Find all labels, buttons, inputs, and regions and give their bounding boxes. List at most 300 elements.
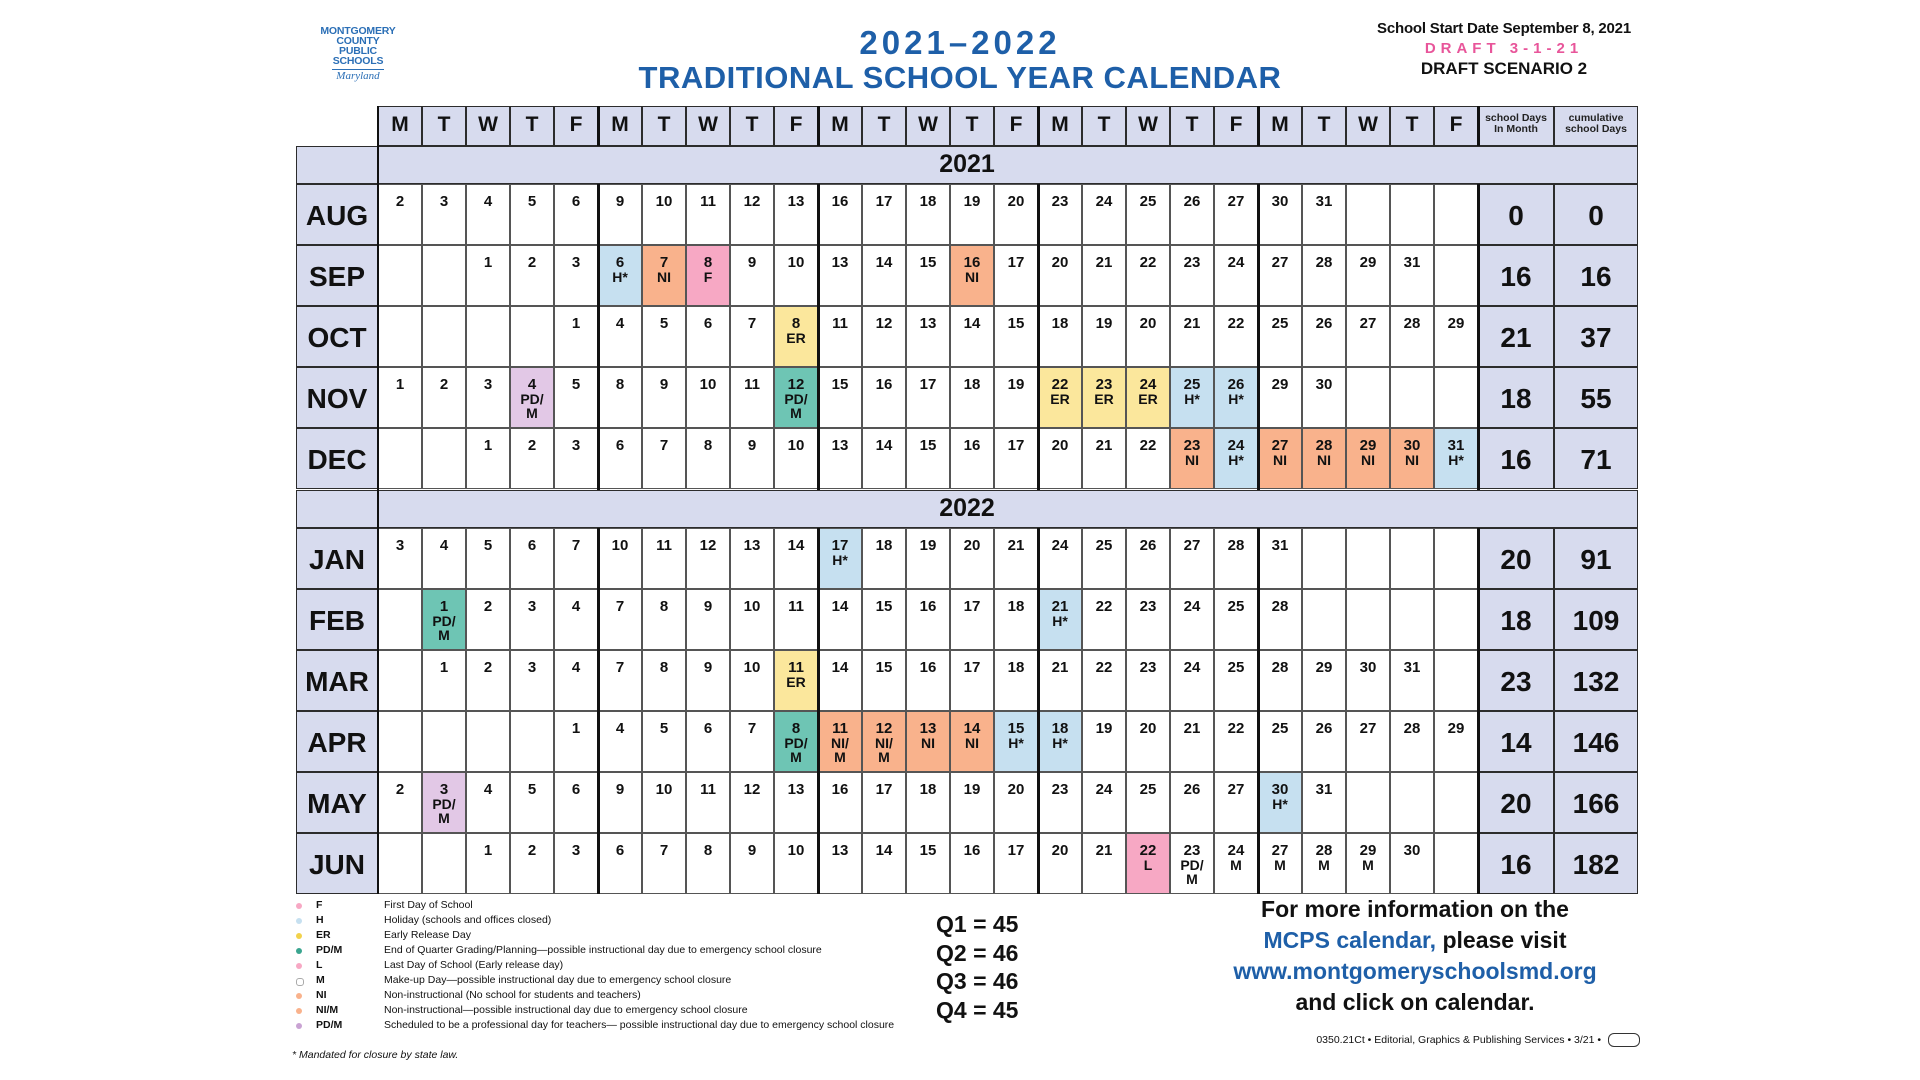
day-number: 2 xyxy=(527,254,537,271)
legend-text: Early Release Day xyxy=(384,929,471,941)
legend-item xyxy=(292,958,932,973)
day-number: 19 xyxy=(919,537,937,554)
quarter-q2: Q2 = 46 xyxy=(936,939,1019,966)
day-number: 16 xyxy=(963,254,981,271)
day-number: 17 xyxy=(1007,437,1025,454)
day-cell xyxy=(510,833,554,894)
day-number: 7 xyxy=(615,598,625,615)
day-number: 30 xyxy=(1359,659,1377,676)
legend-code: NI xyxy=(316,989,327,1001)
day-cell xyxy=(554,367,598,428)
day-cell xyxy=(510,184,554,245)
day-number: 19 xyxy=(1007,376,1025,393)
day-cell xyxy=(1258,589,1302,650)
day-cell xyxy=(1434,650,1478,711)
day-number: 10 xyxy=(743,659,761,676)
day-number: 25 xyxy=(1095,537,1113,554)
day-number: 28 xyxy=(1271,659,1289,676)
day-number: 4 xyxy=(483,781,493,798)
day-cell xyxy=(1434,245,1478,306)
day-cell xyxy=(686,367,730,428)
day-number: 11 xyxy=(788,659,804,676)
school-days-in-month: 18 xyxy=(1478,367,1554,428)
day-number: 21 xyxy=(1051,659,1069,676)
weekday-header: W xyxy=(466,106,510,146)
day-cell xyxy=(906,650,950,711)
day-number: 7 xyxy=(659,437,669,454)
day-number: 11 xyxy=(832,720,848,737)
draft-label: DRAFT 3-1-21 xyxy=(1424,40,1584,57)
day-cell xyxy=(1214,245,1258,306)
day-cell xyxy=(554,184,598,245)
day-cell xyxy=(378,711,422,772)
day-cell xyxy=(1434,306,1478,367)
week-separator xyxy=(597,106,600,146)
day-number: 6 xyxy=(703,720,713,737)
day-number: 7 xyxy=(659,842,669,859)
logo-line: MONTGOMERY xyxy=(320,25,396,37)
day-cell xyxy=(466,245,510,306)
day-cell xyxy=(598,428,642,489)
day-cell xyxy=(818,711,862,772)
day-number: 25 xyxy=(1139,781,1157,798)
day-code: M xyxy=(1318,857,1330,873)
day-code: M xyxy=(1274,857,1286,873)
day-cell xyxy=(1346,245,1390,306)
day-cell xyxy=(422,184,466,245)
day-cell xyxy=(730,528,774,589)
day-number: 14 xyxy=(875,842,893,859)
day-code: M xyxy=(790,405,802,421)
weekday-header: T xyxy=(1390,106,1434,146)
day-number: 4 xyxy=(615,720,625,737)
day-number: 17 xyxy=(875,781,893,798)
day-cell xyxy=(1346,833,1390,894)
day-code: PD/ xyxy=(432,796,456,812)
day-number: 4 xyxy=(571,659,581,676)
day-number: 26 xyxy=(1183,781,1201,798)
day-cell xyxy=(554,428,598,489)
day-cell xyxy=(1390,428,1434,489)
day-number: 14 xyxy=(875,254,893,271)
day-number: 27 xyxy=(1271,254,1289,271)
day-cell xyxy=(1038,245,1082,306)
day-cell xyxy=(862,833,906,894)
day-cell xyxy=(686,589,730,650)
day-cell xyxy=(1302,306,1346,367)
legend-code: L xyxy=(316,959,323,971)
day-number: 8 xyxy=(659,659,669,676)
day-number: 27 xyxy=(1271,437,1289,454)
day-number: 8 xyxy=(703,437,713,454)
day-number: 26 xyxy=(1315,315,1333,332)
day-cell xyxy=(554,589,598,650)
day-number: 17 xyxy=(963,659,981,676)
day-cell xyxy=(1126,528,1170,589)
day-code: NI xyxy=(657,269,671,285)
day-cell xyxy=(378,650,422,711)
day-cell xyxy=(862,245,906,306)
day-number: 22 xyxy=(1227,720,1245,737)
day-number: 17 xyxy=(1007,254,1025,271)
weekday-header: F xyxy=(1434,106,1478,146)
day-cell xyxy=(1346,589,1390,650)
day-number: 27 xyxy=(1227,781,1245,798)
legend-text: Non-instructional (No school for students and teachers) xyxy=(384,989,641,1001)
day-cell xyxy=(1082,650,1126,711)
weekday-header: W xyxy=(1346,106,1390,146)
day-cell xyxy=(1170,589,1214,650)
day-number: 26 xyxy=(1315,720,1333,737)
day-number: 6 xyxy=(527,537,537,554)
day-cell xyxy=(1346,367,1390,428)
day-number: 24 xyxy=(1051,537,1069,554)
day-cell xyxy=(1258,367,1302,428)
day-cell xyxy=(1126,428,1170,489)
day-number: 26 xyxy=(1227,376,1245,393)
day-code: M xyxy=(1186,871,1198,887)
day-cell xyxy=(774,711,818,772)
day-cell xyxy=(1390,528,1434,589)
school-days-in-month: 16 xyxy=(1478,833,1554,894)
day-cell xyxy=(1038,772,1082,833)
day-number: 15 xyxy=(875,659,893,676)
day-cell xyxy=(1126,184,1170,245)
weekday-header: W xyxy=(686,106,730,146)
legend-color-dot-icon xyxy=(296,993,302,999)
day-number: 8 xyxy=(615,376,625,393)
day-number: 11 xyxy=(744,376,760,393)
day-cell xyxy=(906,428,950,489)
day-cell xyxy=(1390,650,1434,711)
weekday-header: M xyxy=(818,106,862,146)
day-number: 13 xyxy=(787,193,805,210)
day-number: 13 xyxy=(831,254,849,271)
calendar-main-title: TRADITIONAL SCHOOL YEAR CALENDAR xyxy=(638,60,1282,95)
day-number: 24 xyxy=(1095,193,1113,210)
day-cell xyxy=(510,711,554,772)
day-code: H* xyxy=(1052,735,1068,751)
week-separator xyxy=(1037,528,1040,894)
day-cell xyxy=(1082,306,1126,367)
day-cell xyxy=(554,245,598,306)
day-cell xyxy=(906,184,950,245)
day-cell xyxy=(1170,306,1214,367)
legend-note: * Mandated for closure by state law. xyxy=(292,1049,459,1061)
day-cell xyxy=(642,833,686,894)
day-number: 18 xyxy=(919,193,937,210)
day-cell xyxy=(466,367,510,428)
day-cell xyxy=(1346,711,1390,772)
day-number: 20 xyxy=(1007,781,1025,798)
day-cell xyxy=(1038,650,1082,711)
day-cell xyxy=(774,306,818,367)
day-cell xyxy=(862,428,906,489)
day-number: 12 xyxy=(787,376,805,393)
day-cell xyxy=(774,528,818,589)
day-cell xyxy=(378,306,422,367)
month-label: OCT xyxy=(296,306,378,367)
day-cell xyxy=(1126,711,1170,772)
day-cell xyxy=(1170,184,1214,245)
day-cell xyxy=(1302,589,1346,650)
day-code: M xyxy=(834,749,846,765)
day-cell xyxy=(642,306,686,367)
day-cell xyxy=(730,589,774,650)
day-number: 5 xyxy=(483,537,493,554)
day-number: 9 xyxy=(747,842,757,859)
day-cell xyxy=(510,589,554,650)
week-separator xyxy=(597,184,600,490)
day-cell xyxy=(994,772,1038,833)
day-cell xyxy=(1082,184,1126,245)
day-cell xyxy=(598,367,642,428)
day-cell xyxy=(510,245,554,306)
day-cell xyxy=(1170,367,1214,428)
day-number: 27 xyxy=(1271,842,1289,859)
day-number: 22 xyxy=(1095,659,1113,676)
week-separator xyxy=(1037,184,1040,490)
day-cell xyxy=(818,367,862,428)
day-cell xyxy=(686,528,730,589)
day-cell xyxy=(642,711,686,772)
day-cell xyxy=(598,772,642,833)
day-number: 5 xyxy=(659,315,669,332)
day-number: 8 xyxy=(703,842,713,859)
legend-color-dot-icon xyxy=(296,1023,302,1029)
day-number: 26 xyxy=(1183,193,1201,210)
day-number: 18 xyxy=(963,376,981,393)
day-number: 11 xyxy=(656,537,672,554)
mcps-calendar-link-text[interactable]: MCPS calendar, xyxy=(1263,927,1437,953)
day-number: 30 xyxy=(1271,781,1289,798)
cumulative-school-days: 37 xyxy=(1554,306,1638,367)
day-cell xyxy=(466,589,510,650)
day-cell xyxy=(906,306,950,367)
legend-code: PD/M xyxy=(316,944,343,956)
day-code: M xyxy=(438,627,450,643)
days-in-month-header: school Days In Month xyxy=(1478,106,1554,146)
day-number: 1 xyxy=(483,254,493,271)
school-days-in-month: 21 xyxy=(1478,306,1554,367)
day-number: 21 xyxy=(1007,537,1025,554)
cumulative-school-days: 91 xyxy=(1554,528,1638,589)
day-number: 28 xyxy=(1227,537,1245,554)
day-cell xyxy=(862,184,906,245)
legend-color-dot-icon xyxy=(296,948,302,954)
day-cell xyxy=(1258,306,1302,367)
day-code: ER xyxy=(1050,391,1070,407)
day-cell xyxy=(1214,528,1258,589)
day-cell xyxy=(510,306,554,367)
day-number: 31 xyxy=(1403,254,1421,271)
weekday-header: F xyxy=(554,106,598,146)
day-cell xyxy=(378,428,422,489)
day-cell xyxy=(1038,589,1082,650)
weekday-header: F xyxy=(1214,106,1258,146)
month-label: FEB xyxy=(296,589,378,650)
footer-text: 0350.21Ct • Editorial, Graphics & Publishing Services • 3/21 • xyxy=(1316,1033,1602,1046)
day-cell xyxy=(1302,833,1346,894)
day-cell xyxy=(818,528,862,589)
day-cell xyxy=(422,245,466,306)
day-number: 2 xyxy=(483,659,493,676)
day-number: 18 xyxy=(875,537,893,554)
day-number: 20 xyxy=(1051,842,1069,859)
day-cell xyxy=(686,711,730,772)
day-cell xyxy=(1390,367,1434,428)
info-line1: For more information on the xyxy=(1261,896,1569,922)
day-code: NI xyxy=(1317,452,1331,468)
day-number: 30 xyxy=(1315,376,1333,393)
day-cell xyxy=(906,711,950,772)
day-cell xyxy=(730,428,774,489)
day-number: 24 xyxy=(1183,598,1201,615)
day-number: 14 xyxy=(963,315,981,332)
day-number: 10 xyxy=(611,537,629,554)
day-number: 8 xyxy=(791,315,801,332)
day-number: 3 xyxy=(527,598,537,615)
legend-code: M xyxy=(316,974,325,986)
day-number: 4 xyxy=(439,537,449,554)
legend-code: PD/M xyxy=(316,1019,343,1031)
day-cell xyxy=(1038,711,1082,772)
day-code: H* xyxy=(1008,735,1024,751)
cumulative-school-days: 16 xyxy=(1554,245,1638,306)
day-code: PD/ xyxy=(784,391,808,407)
day-code: M xyxy=(878,749,890,765)
day-cell xyxy=(686,650,730,711)
day-number: 22 xyxy=(1139,437,1157,454)
day-cell xyxy=(554,306,598,367)
legend-text: First Day of School xyxy=(384,899,473,911)
day-cell xyxy=(1126,367,1170,428)
day-number: 9 xyxy=(615,193,625,210)
day-cell xyxy=(378,589,422,650)
day-cell xyxy=(1082,833,1126,894)
day-cell xyxy=(950,833,994,894)
day-cell xyxy=(422,650,466,711)
day-cell xyxy=(818,245,862,306)
day-code: H* xyxy=(1228,391,1244,407)
day-cell xyxy=(642,650,686,711)
day-number: 18 xyxy=(1007,598,1025,615)
legend-text: Scheduled to be a professional day for teachers— possible instructional day due to emergency school closure xyxy=(384,1019,895,1031)
day-code: NI/ xyxy=(875,735,893,751)
day-number: 11 xyxy=(700,193,716,210)
weekday-header: F xyxy=(994,106,1038,146)
website-link[interactable]: www.montgomeryschoolsmd.org xyxy=(1233,958,1597,984)
day-number: 1 xyxy=(483,437,493,454)
day-number: 2 xyxy=(527,437,537,454)
day-number: 25 xyxy=(1271,720,1289,737)
year-banner: 2022 xyxy=(296,490,1638,528)
day-number: 9 xyxy=(659,376,669,393)
weekday-header: W xyxy=(906,106,950,146)
day-number: 28 xyxy=(1315,254,1333,271)
day-cell xyxy=(1170,711,1214,772)
day-cell xyxy=(730,367,774,428)
footer-credit xyxy=(1260,1033,1640,1047)
day-cell xyxy=(642,772,686,833)
day-cell xyxy=(1302,772,1346,833)
day-cell xyxy=(1126,650,1170,711)
day-number: 10 xyxy=(743,598,761,615)
day-cell xyxy=(598,650,642,711)
day-cell xyxy=(466,772,510,833)
month-label: NOV xyxy=(296,367,378,428)
legend-item xyxy=(292,1003,932,1018)
day-number: 23 xyxy=(1183,437,1201,454)
day-cell xyxy=(686,245,730,306)
day-number: 6 xyxy=(703,315,713,332)
day-number: 24 xyxy=(1139,376,1157,393)
day-code: H* xyxy=(1448,452,1464,468)
cumulative-school-days: 182 xyxy=(1554,833,1638,894)
day-cell xyxy=(774,650,818,711)
day-cell xyxy=(466,428,510,489)
day-number: 10 xyxy=(655,193,673,210)
day-number: 15 xyxy=(919,437,937,454)
logo-line: PUBLIC xyxy=(339,45,377,57)
day-number: 15 xyxy=(875,598,893,615)
day-cell xyxy=(422,306,466,367)
day-number: 29 xyxy=(1359,437,1377,454)
weekday-header: T xyxy=(510,106,554,146)
day-number: 21 xyxy=(1095,254,1113,271)
legend-color-dot-icon xyxy=(296,963,302,969)
day-cell xyxy=(642,367,686,428)
day-cell xyxy=(1258,528,1302,589)
day-number: 23 xyxy=(1051,781,1069,798)
day-cell xyxy=(1302,367,1346,428)
info-line2-rest: please visit xyxy=(1436,927,1567,953)
day-cell xyxy=(686,184,730,245)
day-code: M xyxy=(438,810,450,826)
day-cell xyxy=(730,184,774,245)
cumulative-school-days: 109 xyxy=(1554,589,1638,650)
school-days-in-month: 20 xyxy=(1478,772,1554,833)
day-number: 5 xyxy=(571,376,581,393)
day-cell xyxy=(1214,833,1258,894)
day-cell xyxy=(950,650,994,711)
quarter-q4: Q4 = 45 xyxy=(936,996,1019,1023)
day-cell xyxy=(466,528,510,589)
day-number: 8 xyxy=(659,598,669,615)
legend-item xyxy=(292,973,932,988)
day-number: 1 xyxy=(439,598,449,615)
day-cell xyxy=(1126,833,1170,894)
legend-text: Make-up Day—possible instructional day due to emergency school closure xyxy=(384,974,732,986)
school-days-in-month: 20 xyxy=(1478,528,1554,589)
day-cell xyxy=(1214,367,1258,428)
day-number: 21 xyxy=(1095,842,1113,859)
day-number: 7 xyxy=(747,720,757,737)
day-code: NI xyxy=(1273,452,1287,468)
day-cell xyxy=(906,528,950,589)
day-number: 23 xyxy=(1095,376,1113,393)
day-number: 24 xyxy=(1183,659,1201,676)
day-number: 18 xyxy=(919,781,937,798)
day-number: 23 xyxy=(1051,193,1069,210)
day-cell xyxy=(1170,245,1214,306)
day-cell xyxy=(422,528,466,589)
day-number: 2 xyxy=(395,781,405,798)
day-cell xyxy=(774,184,818,245)
day-cell xyxy=(1082,772,1126,833)
day-cell xyxy=(1214,772,1258,833)
day-cell xyxy=(1082,245,1126,306)
